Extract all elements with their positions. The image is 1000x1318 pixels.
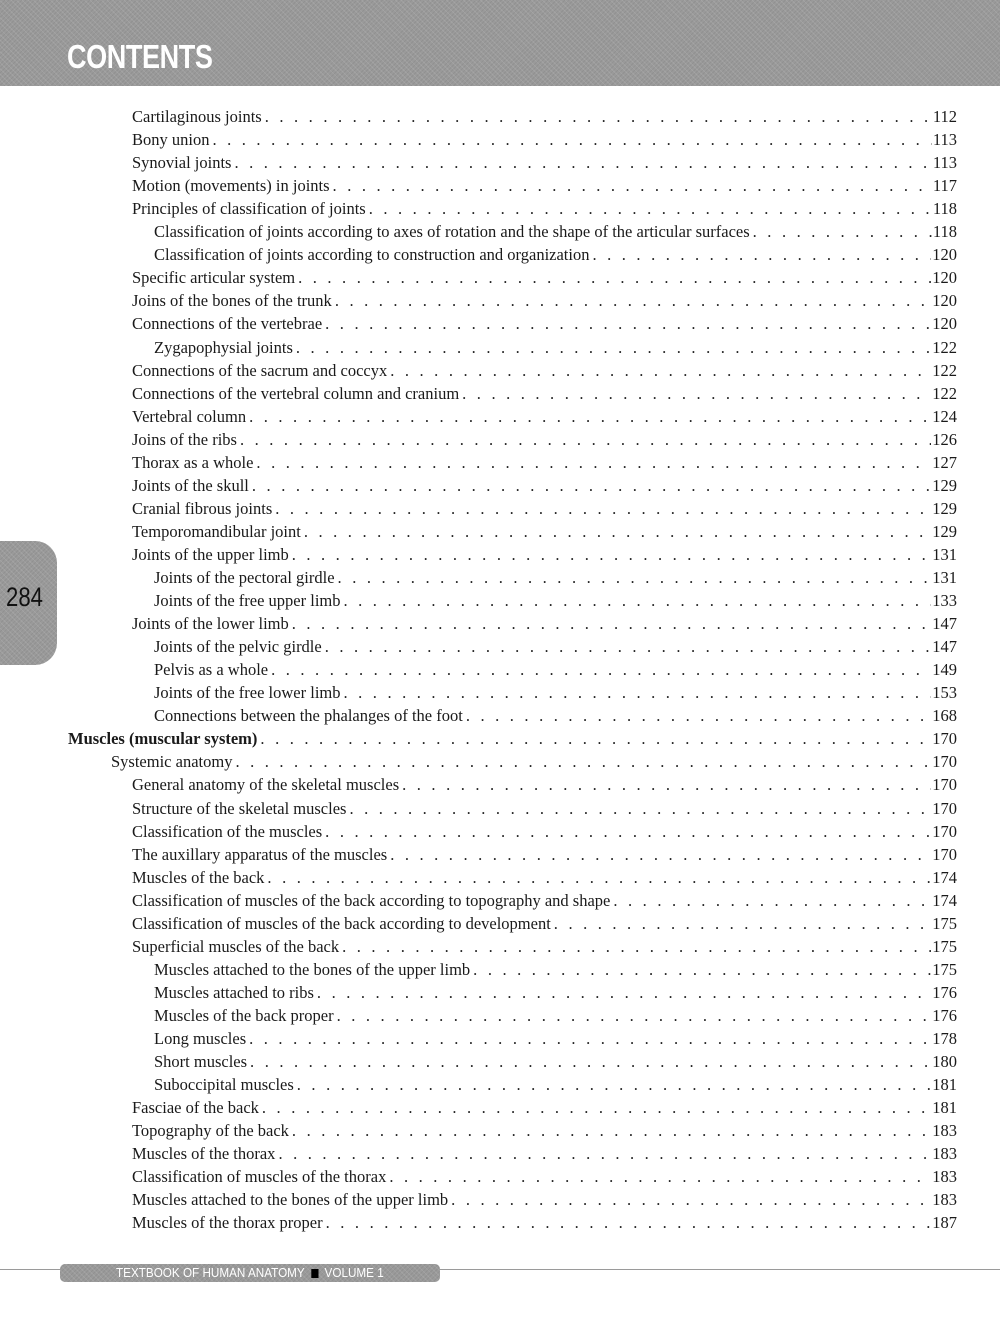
toc-entry[interactable] [132, 935, 957, 958]
toc-entry[interactable] [132, 912, 957, 935]
toc-entry-label: Joints of the upper limb [132, 543, 292, 566]
dot-leader [235, 750, 931, 773]
toc-entry-label: Temporomandibular joint [132, 520, 304, 543]
dot-leader [337, 1004, 932, 1027]
dot-leader [402, 773, 931, 796]
dot-leader [297, 1073, 931, 1096]
toc-entry-label: Long muscles [154, 1027, 249, 1050]
toc-entry-label: Thorax as a whole [132, 451, 256, 474]
toc-entry-label: Connections of the sacrum and coccyx [132, 359, 390, 382]
toc-entry[interactable] [154, 658, 957, 681]
toc-entry[interactable] [132, 174, 957, 197]
toc-entry-page: 133 [932, 591, 957, 611]
toc-entry-label: Systemic anatomy [111, 750, 235, 773]
toc-entry[interactable] [132, 497, 957, 520]
toc-entry[interactable] [132, 289, 957, 312]
toc-entry[interactable] [154, 981, 957, 1004]
dot-leader [212, 128, 931, 151]
dot-leader [262, 1096, 931, 1119]
toc-entry-page: 175 [932, 959, 957, 979]
dot-leader [326, 1211, 932, 1234]
dot-leader [265, 105, 932, 128]
toc-entry-page: 120 [932, 245, 957, 265]
dot-leader [753, 220, 932, 243]
toc-entry-page: 131 [932, 544, 957, 564]
toc-entry[interactable] [111, 750, 957, 773]
toc-entry[interactable] [154, 958, 957, 981]
toc-entry-label: Principles of classification of joints [132, 197, 369, 220]
toc-entry-label: Muscles of the back proper [154, 1004, 337, 1027]
toc-entry-page: 170 [932, 798, 957, 818]
toc-entry-page: 113 [932, 130, 957, 150]
toc-entry-page: 176 [932, 1005, 957, 1025]
dot-leader [592, 243, 931, 266]
page-title: CONTENTS [67, 38, 213, 75]
toc-entry-label: Joins of the ribs [132, 428, 240, 451]
toc-entry[interactable] [132, 312, 957, 335]
dot-leader [335, 289, 931, 312]
toc-entry-page: 122 [932, 360, 957, 380]
toc-entry-label: Joints of the skull [132, 474, 252, 497]
toc-entry[interactable] [132, 1211, 957, 1234]
dot-leader [390, 359, 931, 382]
dot-leader [344, 589, 932, 612]
toc-entry-label: Muscles attached to ribs [154, 981, 317, 1004]
toc-entry[interactable] [154, 220, 957, 243]
toc-entry-label: Joints of the free lower limb [154, 681, 344, 704]
toc-entry[interactable] [132, 820, 957, 843]
toc-entry-label: Classification of muscles of the thorax [132, 1165, 389, 1188]
dot-leader [613, 889, 931, 912]
toc-entry-label: Superficial muscles of the back [132, 935, 342, 958]
dot-leader [389, 1165, 931, 1188]
toc-entry[interactable] [132, 1188, 957, 1211]
toc-entry-label: Zygapophysial joints [154, 336, 296, 359]
toc-entry[interactable] [132, 128, 957, 151]
toc-entry[interactable] [132, 543, 957, 566]
toc-entry[interactable] [132, 1165, 957, 1188]
toc-entry[interactable] [68, 727, 957, 750]
toc-entry[interactable] [154, 336, 957, 359]
dot-leader [466, 704, 931, 727]
toc-entry-label: Classification of joints according to axes of rotation and the shape of the articular surfaces [154, 220, 753, 243]
dot-leader [271, 658, 931, 681]
toc-entry-label: Connections of the vertebrae [132, 312, 325, 335]
toc-entry[interactable] [132, 866, 957, 889]
toc-entry-label: Motion (movements) in joints [132, 174, 333, 197]
toc-entry-label: Cartilaginous joints [132, 105, 265, 128]
toc-entry[interactable] [132, 474, 957, 497]
dot-leader [292, 1119, 931, 1142]
toc-entry[interactable] [132, 773, 957, 796]
toc-entry[interactable] [132, 382, 957, 405]
toc-entry[interactable] [154, 1027, 957, 1050]
toc-entry-label: Short muscles [154, 1050, 250, 1073]
toc-entry-page: 129 [932, 498, 957, 518]
toc-entry[interactable] [132, 105, 957, 128]
running-footer [116, 1264, 384, 1282]
dot-leader [349, 797, 931, 820]
toc-entry[interactable] [132, 797, 957, 820]
dot-leader [252, 474, 931, 497]
toc-entry-page: 183 [932, 1167, 957, 1187]
toc-entry-label: Synovial joints [132, 151, 234, 174]
toc-entry-page: 178 [932, 1029, 957, 1048]
toc-entry-page: 187 [932, 1213, 957, 1233]
dot-leader [249, 1027, 931, 1050]
toc-entry-page: 126 [932, 429, 957, 449]
toc-entry-label: Joints of the lower limb [132, 612, 292, 635]
toc-entry-page: 183 [932, 1190, 957, 1210]
footer-volume: VOLUME 1 [324, 1265, 384, 1280]
dot-leader [325, 820, 931, 843]
toc-entry[interactable] [154, 1073, 957, 1096]
toc-entry-label: Topography of the back [132, 1119, 292, 1142]
toc-entry-label: Muscles of the thorax proper [132, 1211, 326, 1234]
dot-leader [260, 727, 931, 750]
toc-entry-page: 170 [932, 821, 957, 841]
dot-leader [249, 405, 931, 428]
toc-entry-page: 149 [932, 660, 957, 680]
dot-leader [278, 1142, 931, 1165]
dot-leader [298, 266, 931, 289]
toc-entry[interactable] [132, 266, 957, 289]
dot-leader [451, 1188, 931, 1211]
toc-entry-label: Joints of the free upper limb [154, 589, 344, 612]
toc-entry-label: Structure of the skeletal muscles [132, 797, 349, 820]
toc-entry-label: Fasciae of the back [132, 1096, 262, 1119]
toc-entry-page: 131 [932, 568, 957, 587]
dot-leader [325, 635, 932, 658]
toc-entry-label: Connections between the phalanges of the foot [154, 704, 466, 727]
toc-entry-label: Pelvis as a whole [154, 658, 271, 681]
toc-entry-label: Specific articular system [132, 266, 298, 289]
toc-entry[interactable] [132, 451, 957, 474]
dot-leader [338, 566, 932, 589]
toc-entry-page: 147 [932, 637, 957, 657]
toc-entry-label: Connections of the vertebral column and cranium [132, 382, 462, 405]
toc-entry-page: 176 [932, 982, 957, 1002]
toc-entry-page: 183 [932, 1144, 957, 1164]
page-number: 284 [6, 582, 43, 612]
toc-entry-page: 112 [932, 107, 957, 126]
toc-entry-page: 175 [932, 913, 957, 933]
toc-entry-label: The auxillary apparatus of the muscles [132, 843, 390, 866]
toc-entry[interactable] [132, 843, 957, 866]
toc-entry-page: 129 [932, 521, 957, 541]
dot-leader [317, 981, 931, 1004]
toc-entry-page: 174 [932, 890, 957, 910]
dot-leader [240, 428, 931, 451]
toc-entry-page: 113 [932, 153, 957, 173]
toc-entry-page: 120 [932, 314, 957, 334]
dot-leader [473, 958, 931, 981]
toc-entry-page: 120 [932, 291, 957, 311]
toc-entry-page: 175 [932, 936, 957, 956]
dot-leader [256, 451, 931, 474]
dot-leader [342, 935, 931, 958]
toc-entry-page: 174 [932, 867, 957, 887]
toc-entry-label: Muscles of the back [132, 866, 267, 889]
footer-book-title: TEXTBOOK OF HUMAN ANATOMY [116, 1265, 305, 1280]
toc-entry[interactable] [132, 889, 957, 912]
toc-entry-page: 168 [932, 706, 957, 726]
toc-entry[interactable] [154, 1004, 957, 1027]
toc-entry-label: Classification of joints according to construction and organization [154, 243, 592, 266]
dot-leader [462, 382, 931, 405]
toc-entry[interactable] [154, 635, 957, 658]
toc-entry-label: Cranial fibrous joints [132, 497, 275, 520]
toc-entry-label: General anatomy of the skeletal muscles [132, 773, 402, 796]
toc-entry-page: 183 [932, 1121, 957, 1141]
toc-entry[interactable] [154, 704, 957, 727]
toc-entry-page: 180 [932, 1052, 957, 1072]
toc-entry[interactable] [132, 359, 957, 382]
toc-entry-page: 118 [932, 199, 957, 219]
toc-entry-label: Joins of the bones of the trunk [132, 289, 335, 312]
toc-entry[interactable] [154, 681, 957, 704]
toc-entry-page: 170 [932, 752, 957, 772]
toc-entry-page: 129 [932, 475, 957, 495]
toc-entry[interactable] [132, 1142, 957, 1165]
toc-entry-label: Muscles attached to the bones of the upper limb [132, 1188, 451, 1211]
toc-entry[interactable] [154, 1050, 957, 1073]
dot-leader [292, 543, 932, 566]
dot-leader [250, 1050, 931, 1073]
toc-entry-label: Joints of the pelvic girdle [154, 635, 325, 658]
dot-leader [554, 912, 931, 935]
toc-entry[interactable] [132, 197, 957, 220]
toc-entry-page: 120 [932, 268, 957, 288]
toc-entry-page: 181 [932, 1098, 957, 1118]
toc-entry[interactable] [132, 151, 957, 174]
toc-entry-label: Joints of the pectoral girdle [154, 566, 338, 589]
toc-entry-page: 117 [932, 176, 957, 196]
toc-entry-label: Muscles attached to the bones of the upper limb [154, 958, 473, 981]
toc-entry-page: 181 [932, 1075, 957, 1095]
toc-entry-label: Suboccipital muscles [154, 1073, 297, 1096]
toc-entry[interactable] [132, 612, 957, 635]
dot-leader [292, 612, 932, 635]
toc-entry-label: Muscles of the thorax [132, 1142, 278, 1165]
toc-entry-label: Vertebral column [132, 405, 249, 428]
dot-leader [325, 312, 931, 335]
toc-entry-page: 118 [932, 222, 957, 242]
toc-entry[interactable] [132, 1119, 957, 1142]
toc-entry-label: Bony union [132, 128, 212, 151]
toc-entry[interactable] [132, 520, 957, 543]
dot-leader [344, 681, 932, 704]
dot-leader [267, 866, 931, 889]
toc-entry-page: 170 [932, 775, 957, 795]
toc-entry-label: Classification of muscles of the back according to development [132, 912, 554, 935]
dot-leader [369, 197, 932, 220]
toc-entry[interactable] [154, 566, 957, 589]
toc-entry[interactable] [154, 243, 957, 266]
toc-entry-label: Classification of muscles of the back according to topography and shape [132, 889, 613, 912]
toc-entry-page: 122 [932, 337, 957, 357]
toc-entry-page: 124 [932, 406, 957, 426]
toc-entry-label: Classification of the muscles [132, 820, 325, 843]
dot-leader [234, 151, 931, 174]
dot-leader [275, 497, 931, 520]
toc-entry-page: 122 [932, 383, 957, 403]
dot-leader [390, 843, 931, 866]
dot-leader [304, 520, 931, 543]
dot-leader [333, 174, 932, 197]
toc-entry-page: 170 [932, 844, 957, 864]
toc-entry-page: 170 [932, 729, 957, 749]
toc-entry[interactable] [154, 589, 957, 612]
square-separator-icon [311, 1269, 318, 1278]
toc-entry-page: 127 [932, 452, 957, 472]
toc-entry-page: 147 [932, 614, 957, 634]
dot-leader [296, 336, 931, 359]
toc-entry[interactable] [132, 428, 957, 451]
toc-entry-label: Muscles (muscular system) [68, 727, 260, 750]
toc-entry[interactable] [132, 405, 957, 428]
toc-entry-page: 153 [932, 683, 957, 703]
toc-entry[interactable] [132, 1096, 957, 1119]
